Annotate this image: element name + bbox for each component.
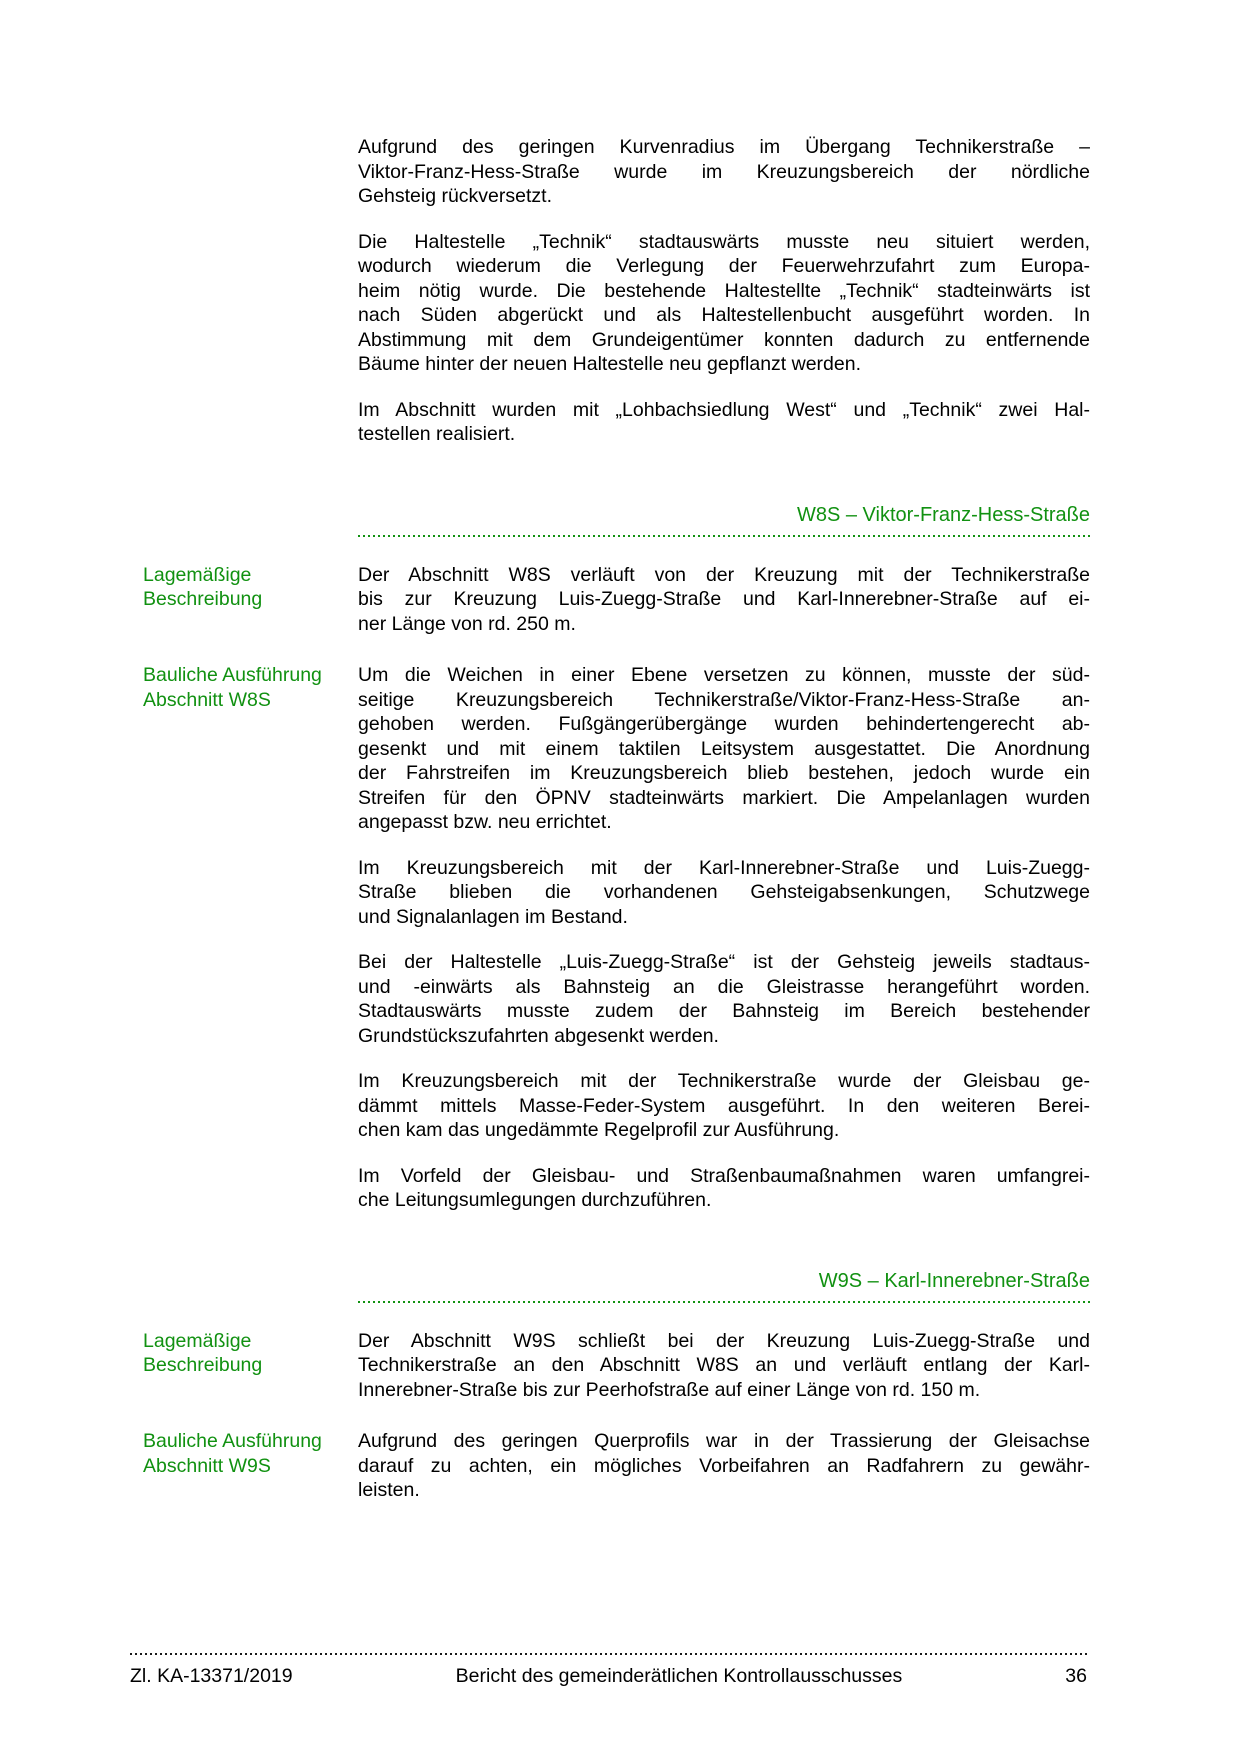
body-line: Stadtauswärts musste zudem der Bahnsteig im Bereich bestehender xyxy=(358,1000,1090,1022)
body-line: gesenkt und mit einem taktilen Leitsystem ausgestattet. Die Anordnung xyxy=(358,737,1090,760)
section-heading: W9S – Karl-Innerebner-Straße xyxy=(818,1269,1090,1292)
body-line: darauf zu achten, ein mögliches Vorbeifahren an Radfahrern zu gewähr- xyxy=(358,1454,1090,1477)
body-line: Im Abschnitt wurden mit „Lohbachsiedlung West“ und „Technik“ zwei Hal- xyxy=(358,398,1090,421)
paragraph xyxy=(358,1429,1090,1503)
block-body xyxy=(358,663,1090,1213)
section-block xyxy=(143,563,1090,637)
footer-reference: Zl. KA-13371/2019 xyxy=(130,1665,293,1687)
section-heading-block-w8s xyxy=(358,503,1090,537)
section-block xyxy=(143,663,1090,1213)
body-line: bis zur Kreuzung Luis-Zuegg-Straße und Karl-Innerebner-Straße auf ei- xyxy=(358,588,1090,610)
body-line: dämmt mittels Masse-Feder-System ausgeführt. In den weiteren Berei- xyxy=(358,1094,1090,1117)
paragraph xyxy=(358,1329,1090,1403)
body-line: Aufgrund des geringen Querprofils war in der Trassierung der Gleisachse xyxy=(358,1430,1090,1452)
side-label-line: Abschnitt W8S xyxy=(143,688,271,711)
paragraph xyxy=(358,950,1090,1048)
body-line: Technikerstraße an den Abschnitt W8S an und verläuft entlang der Karl- xyxy=(358,1354,1090,1376)
body-line: testellen realisiert. xyxy=(358,423,516,445)
footer-dotted-separator xyxy=(130,1653,1087,1655)
body-line: Im Vorfeld der Gleisbau- und Straßenbaumaßnahmen waren umfangrei- xyxy=(358,1164,1090,1187)
body-line: Gehsteig rückversetzt. xyxy=(358,185,552,207)
body-line: Um die Weichen in einer Ebene versetzen zu können, musste der süd- xyxy=(358,664,1090,686)
block-body xyxy=(358,563,1090,637)
body-line: und Signalanlagen im Bestand. xyxy=(358,905,628,928)
side-label xyxy=(143,563,358,612)
section-block xyxy=(143,1429,1090,1503)
paragraph xyxy=(358,663,1090,835)
body-line: Innerebner-Straße bis zur Peerhofstraße auf einer Länge von rd. 150 m. xyxy=(358,1378,981,1401)
footer-page-number: 36 xyxy=(1065,1665,1087,1687)
body-line: Grundstückszufahrten abgesenkt werden. xyxy=(358,1024,719,1047)
side-label-line: Lagemäßige xyxy=(143,563,252,586)
body-line: Abstimmung mit dem Grundeigentümer konnten dadurch zu entfernende xyxy=(358,328,1090,351)
section-heading: W8S – Viktor-Franz-Hess-Straße xyxy=(796,503,1090,526)
body-line: Die Haltestelle „Technik“ stadtauswärts musste neu situiert werden, xyxy=(358,230,1090,253)
side-label-line: Bauliche Ausführung xyxy=(143,1430,322,1452)
block-body xyxy=(358,1329,1090,1403)
body-line: Straße blieben die vorhandenen Gehsteigabsenkungen, Schutzwege xyxy=(358,881,1090,903)
block-body xyxy=(358,1429,1090,1503)
intro-row xyxy=(143,135,1090,447)
side-label-line: Beschreibung xyxy=(143,588,263,610)
section-block xyxy=(143,1329,1090,1403)
paragraph xyxy=(358,856,1090,930)
body-line: Der Abschnitt W9S schließt bei der Kreuzung Luis-Zuegg-Straße und xyxy=(358,1329,1090,1352)
body-line: Im Kreuzungsbereich mit der Karl-Innerebner-Straße und Luis-Zuegg- xyxy=(358,856,1090,879)
paragraph xyxy=(358,1164,1090,1213)
paragraph xyxy=(358,563,1090,637)
body-line: Der Abschnitt W8S verläuft von der Kreuzung mit der Technikerstraße xyxy=(358,563,1090,586)
paragraph xyxy=(358,135,1090,209)
body-line: heim nötig wurde. Die bestehende Haltestellte „Technik“ stadteinwärts ist xyxy=(358,279,1090,302)
page-footer xyxy=(130,1653,1087,1688)
side-label-line: Bauliche Ausführung xyxy=(143,664,322,686)
body-line: gehoben werden. Fußgängerübergänge wurden behindertengerecht ab- xyxy=(358,713,1090,735)
body-line: ner Länge von rd. 250 m. xyxy=(358,612,576,635)
body-line: Streifen für den ÖPNV stadteinwärts markiert. Die Ampelanlagen wurden xyxy=(358,786,1090,809)
body-line: chen kam das ungedämmte Regelprofil zur Ausführung. xyxy=(358,1119,840,1141)
body-line: nach Süden abgerückt und als Haltestellenbucht ausgeführt worden. In xyxy=(358,304,1090,326)
intro-body xyxy=(358,135,1090,447)
side-label-line: Abschnitt W9S xyxy=(143,1454,271,1477)
side-label xyxy=(143,663,358,712)
body-line: wodurch wiederum die Verlegung der Feuerwehrzufahrt zum Europa- xyxy=(358,255,1090,277)
body-line: Aufgrund des geringen Kurvenradius im Übergang Technikerstraße – xyxy=(358,136,1090,158)
side-label xyxy=(143,1329,358,1378)
body-line: Bei der Haltestelle „Luis-Zuegg-Straße“ ist der Gehsteig jeweils stadtaus- xyxy=(358,951,1090,973)
paragraph xyxy=(358,230,1090,377)
footer-title: Bericht des gemeinderätlichen Kontrollausschusses xyxy=(455,1665,903,1687)
heading-dotted-separator xyxy=(358,1301,1090,1303)
side-label xyxy=(143,1429,358,1478)
body-line: Im Kreuzungsbereich mit der Technikerstraße wurde der Gleisbau ge- xyxy=(358,1070,1090,1092)
heading-dotted-separator xyxy=(358,535,1090,537)
side-label-line: Beschreibung xyxy=(143,1354,263,1376)
body-line: Viktor-Franz-Hess-Straße wurde im Kreuzungsbereich der nördliche xyxy=(358,160,1090,183)
section-heading-block-w9s xyxy=(358,1269,1090,1303)
side-label-line: Lagemäßige xyxy=(143,1329,252,1352)
body-line: Bäume hinter der neuen Haltestelle neu gepflanzt werden. xyxy=(358,353,861,375)
page-content xyxy=(143,135,1090,1503)
body-line: und -einwärts als Bahnsteig an die Gleistrasse herangeführt worden. xyxy=(358,975,1090,998)
paragraph xyxy=(358,398,1090,447)
paragraph xyxy=(358,1069,1090,1143)
body-line: leisten. xyxy=(358,1479,420,1501)
footer-row xyxy=(130,1664,1087,1688)
body-line: der Fahrstreifen im Kreuzungsbereich blieb bestehen, jedoch wurde ein xyxy=(358,762,1090,784)
body-line: che Leitungsumlegungen durchzuführen. xyxy=(358,1189,712,1211)
body-line: seitige Kreuzungsbereich Technikerstraße/Viktor-Franz-Hess-Straße an- xyxy=(358,688,1090,711)
body-line: angepasst bzw. neu errichtet. xyxy=(358,811,612,833)
